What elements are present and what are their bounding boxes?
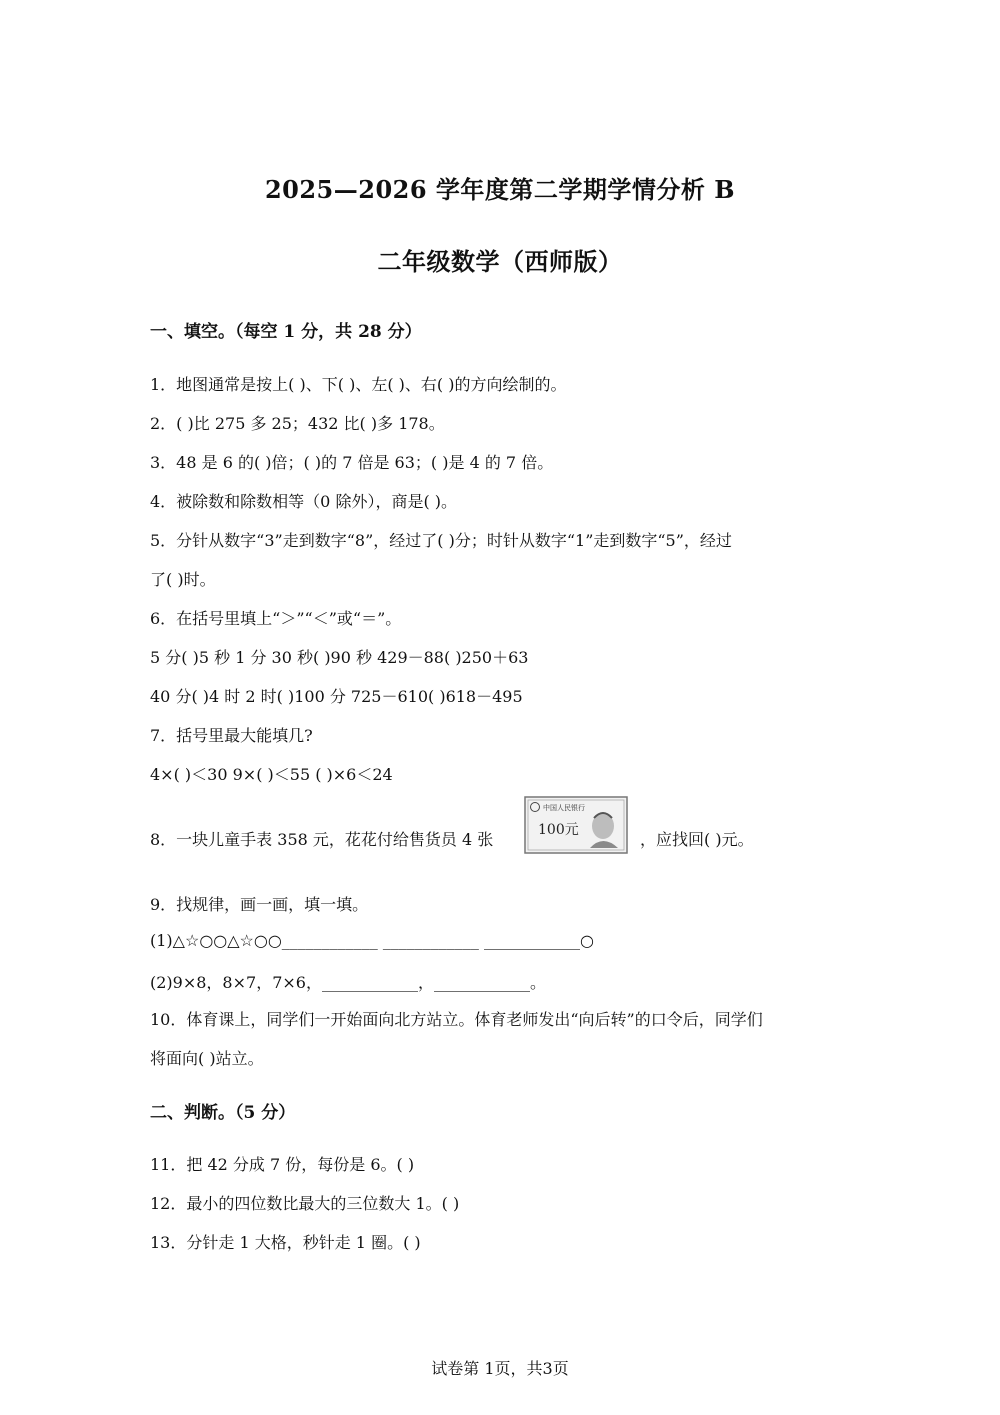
question-line: 8．一块儿童手表 358 元，花花付给售货员 4 张 [150, 830, 494, 849]
banknote-amount-text: 100元 [538, 822, 579, 838]
question-line: 13．分针走 1 大格，秒针走 1 圈。( ) [150, 1233, 421, 1252]
exam-subtitle: 二年级数学（西师版） [377, 247, 623, 276]
question-line: 9．找规律，画一画，填一填。 [150, 895, 369, 914]
question-line: 40 分( )4 时 2 时( )100 分 725－610( )618－495 [150, 687, 523, 706]
banknote-100-yuan-image [524, 796, 628, 854]
question-line: 2．( )比 275 多 25；432 比( )多 178。 [150, 414, 445, 433]
question-line: 7．括号里最大能填几? [150, 726, 313, 745]
exam-title: 2025—2026 学年度第二学期学情分析 B [264, 175, 736, 204]
question-line: (1)△☆○○△☆○○____________ ____________ ____________○ [150, 931, 594, 950]
question-line: 4．被除数和除数相等（0 除外），商是( )。 [150, 492, 458, 511]
question-line: (2)9×8，8×7，7×6，____________，____________。 [150, 973, 546, 992]
question-line: 5 分( )5 秒 1 分 30 秒( )90 秒 429－88( )250＋63 [150, 648, 529, 667]
section-heading-judgment: 二、判断。（5 分） [150, 1103, 296, 1123]
banknote-bank-text: 中国人民银行 [543, 804, 585, 812]
question-line: 将面向( )站立。 [150, 1049, 264, 1068]
page-number-footer: 试卷第 1页，共3页 [431, 1359, 569, 1378]
question-line: 12．最小的四位数比最大的三位数大 1。( ) [150, 1194, 460, 1213]
section-heading-fill-blank: 一、填空。（每空 1 分，共 28 分） [150, 322, 422, 342]
question-line: 5．分针从数字“3”走到数字“8”，经过了( )分；时针从数字“1”走到数字“5”，经过 [150, 531, 732, 550]
question-line: 3．48 是 6 的( )倍；( )的 7 倍是 63；( )是 4 的 7 倍。 [150, 453, 554, 472]
question-line: 6．在括号里填上“＞”“＜”或“＝”。 [150, 609, 402, 628]
question-line: 11．把 42 分成 7 份，每份是 6。( ) [150, 1155, 415, 1174]
question-line: 了( )时。 [150, 570, 216, 589]
question-line: 10．体育课上，同学们一开始面向北方站立。体育老师发出“向后转”的口令后，同学们 [150, 1010, 763, 1029]
question-8-tail: ，应找回( )元。 [640, 830, 754, 849]
question-line: 1．地图通常是按上( )、下( )、左( )、右( )的方向绘制的。 [150, 375, 567, 394]
question-line: 4×( )＜30 9×( )＜55 ( )×6＜24 [150, 765, 393, 784]
